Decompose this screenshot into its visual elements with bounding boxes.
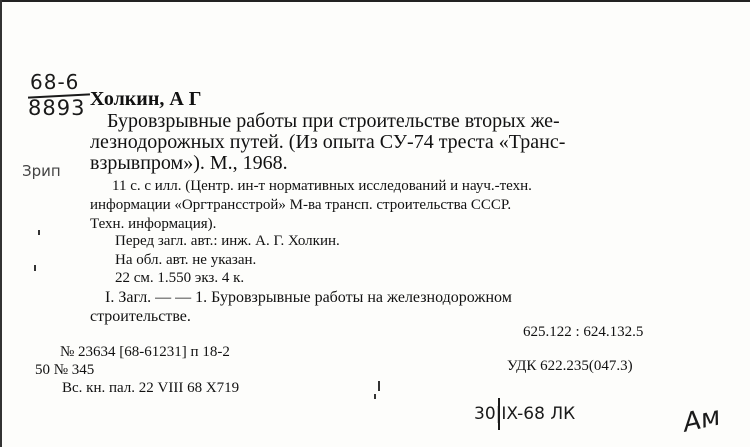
card-left-edge: [0, 0, 2, 447]
card-top-edge: [0, 0, 750, 2]
title-line-1: Буровзрывные работы при строительстве вторых же-: [107, 110, 560, 132]
subject-line-2: строительстве.: [90, 308, 191, 325]
shelf-mark-bottom: 8893: [28, 96, 86, 120]
udk-code: УДК 622.235(047.3): [507, 358, 633, 374]
ink-mark: [374, 394, 376, 399]
shelf-mark-top: 68-6: [30, 70, 80, 94]
registration-line-3: Вс. кн. пал. 22 VIII 68 X719: [62, 380, 240, 396]
classification-numbers: 625.122 : 624.132.5: [523, 324, 644, 340]
subject-line-1: I. Загл. — — 1. Буровзрывные работы на железнодорожном: [105, 289, 512, 306]
description-line-3: Техн. информация).: [90, 216, 217, 232]
note-line-2: На обл. авт. не указан.: [115, 252, 257, 268]
title-line-2: лезнодорожных путей. (Из опыта СУ-74 треста «Транс-: [90, 131, 566, 153]
registration-line-2: 50 № 345: [35, 362, 95, 378]
note-line-1: Перед загл. авт.: инж. А. Г. Холкин.: [115, 233, 340, 249]
ink-mark: [34, 265, 36, 271]
ink-mark: [378, 381, 380, 391]
description-line-1: 11 с. с илл. (Центр. ин-т нормативных исследований и науч.-техн.: [112, 178, 532, 194]
author-heading: Холкин, А Г: [90, 88, 202, 110]
description-line-2: информации «Оргтрансстрой» М-ва трансп. строительства СССР.: [90, 197, 512, 213]
processing-date-mark: 30|IX-68 ЛК: [474, 404, 576, 424]
ink-mark: [38, 230, 40, 235]
note-line-3: 22 см. 1.550 экз. 4 к.: [115, 270, 245, 286]
margin-scribble: Зрип: [22, 162, 61, 180]
registration-line-1: № 23634 [68-61231] п 18-2: [60, 344, 230, 360]
signature: Ам: [680, 401, 724, 439]
title-line-3: взрывпром»). М., 1968.: [90, 152, 288, 174]
